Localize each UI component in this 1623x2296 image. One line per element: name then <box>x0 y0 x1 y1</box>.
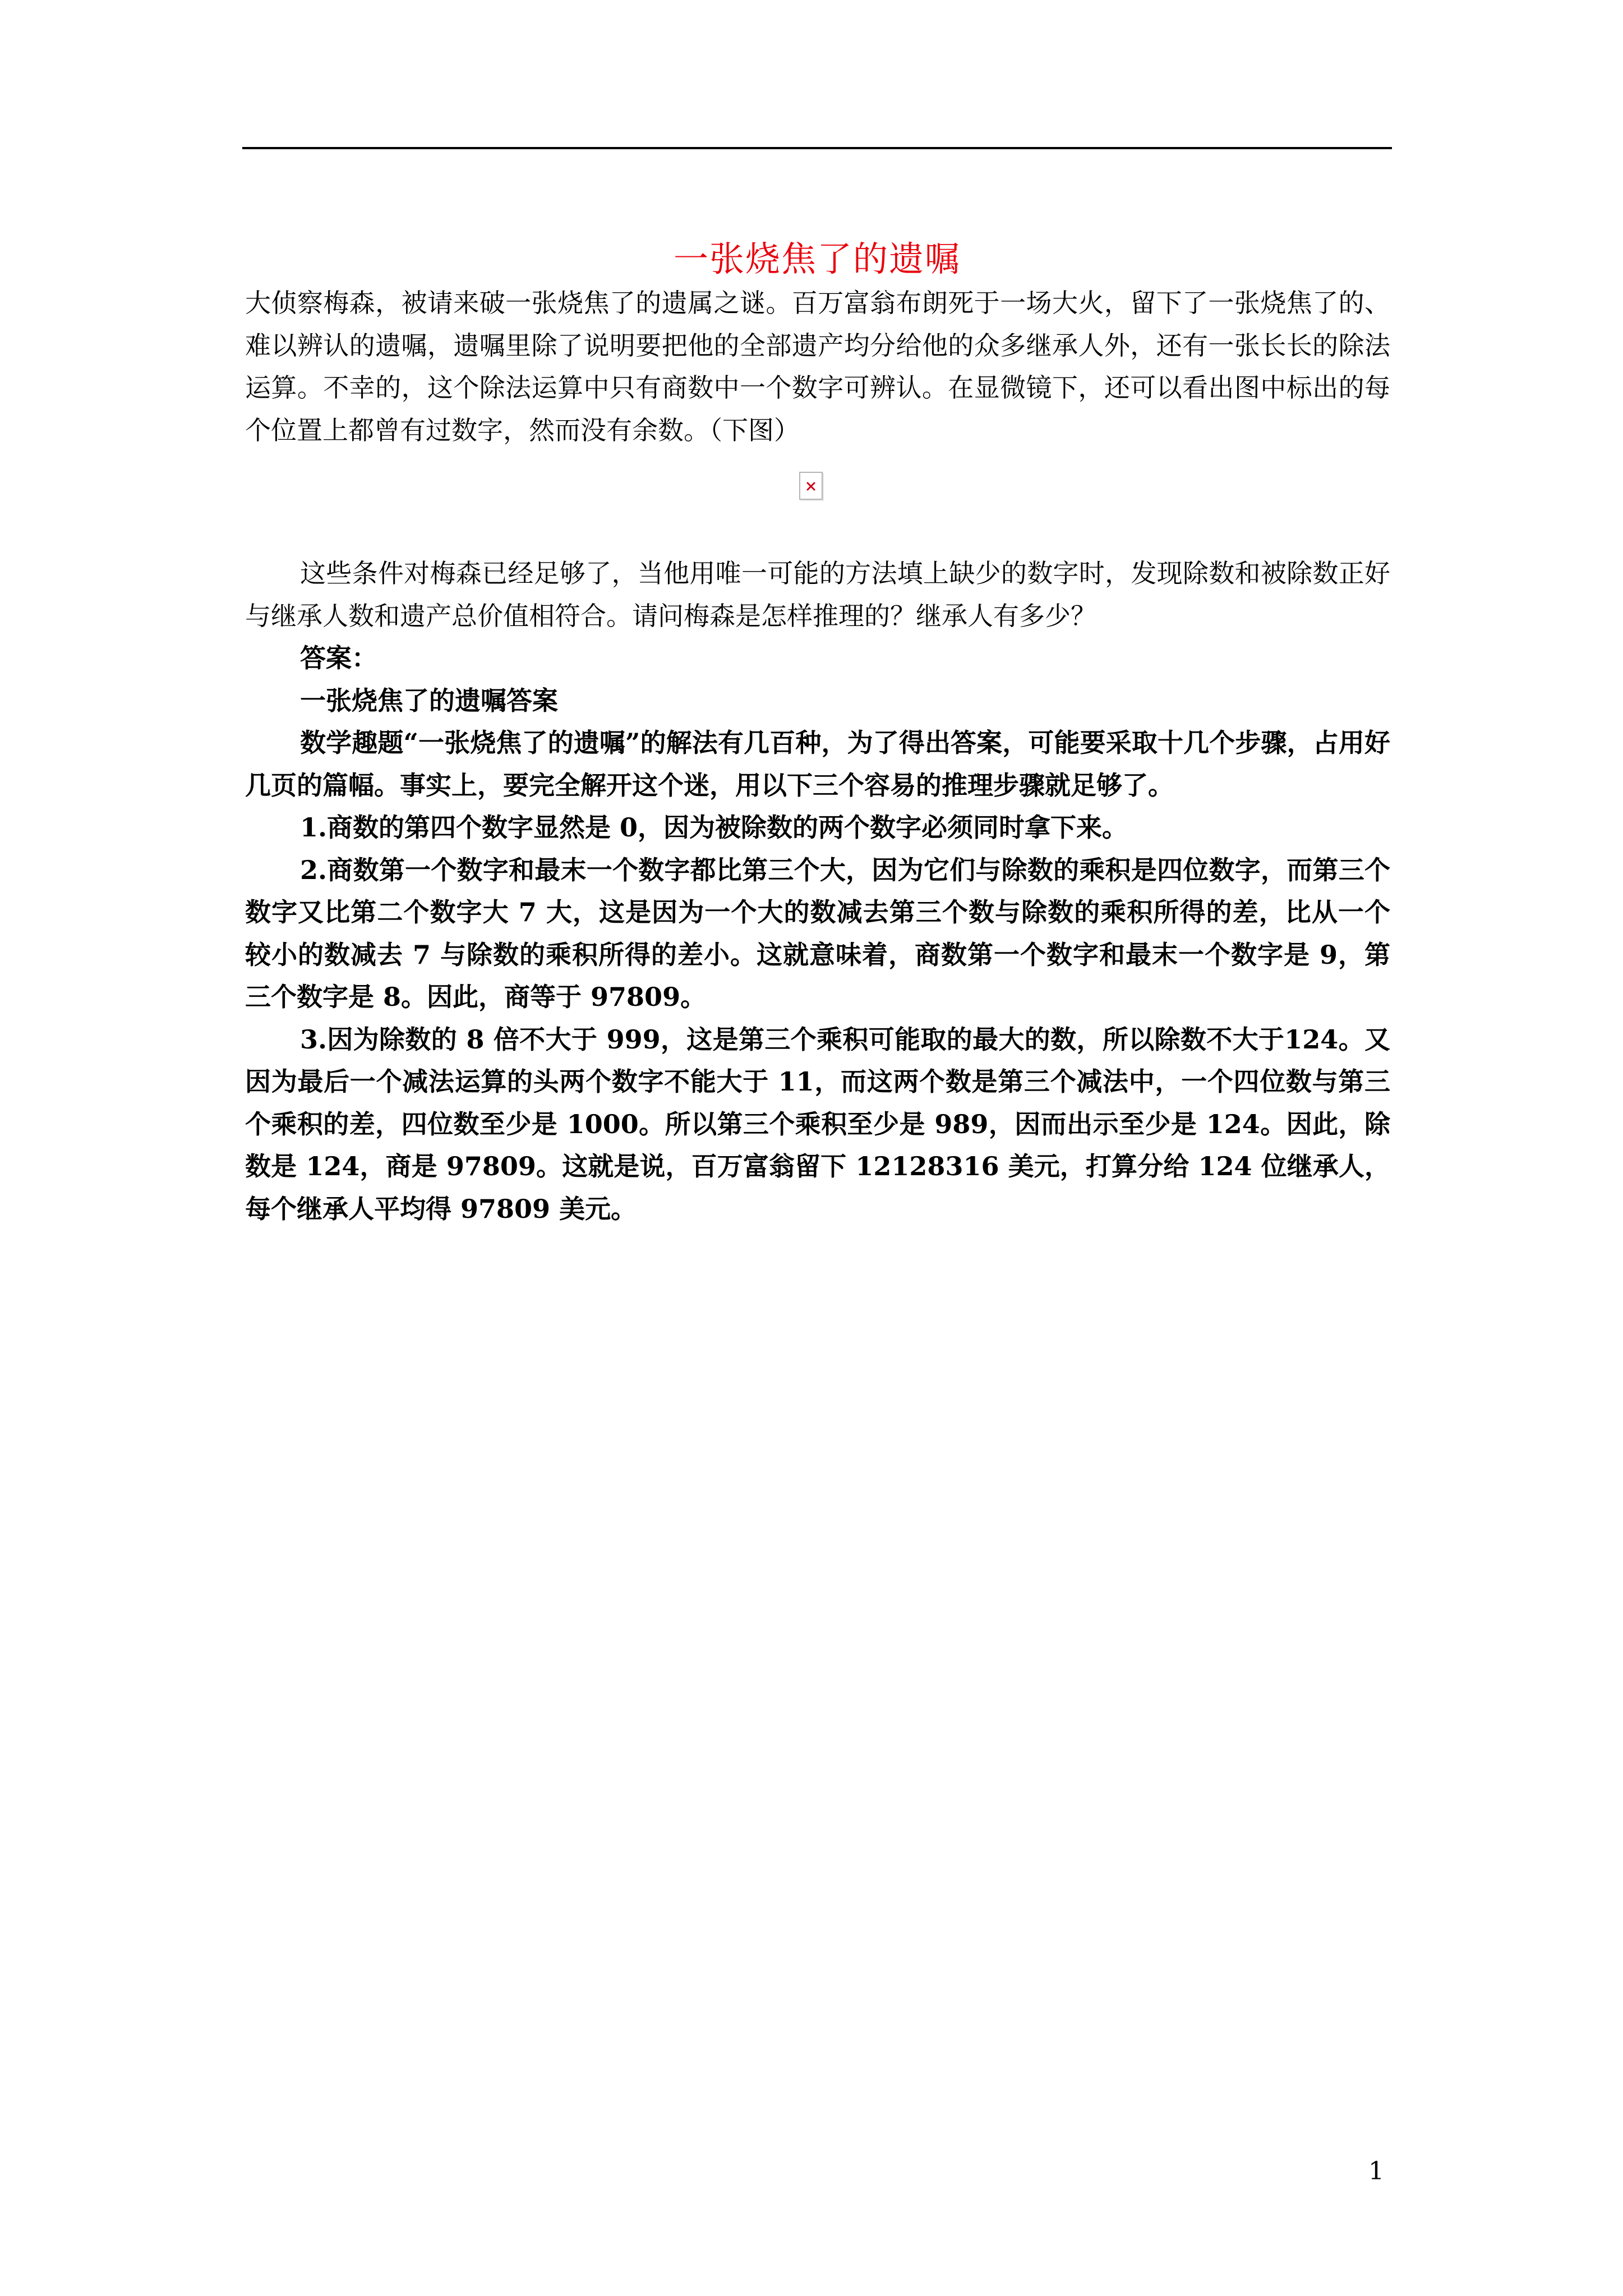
answer-label: 答案： <box>300 643 377 673</box>
document-title: 一张烧焦了的遗嘱 <box>673 238 961 279</box>
intro-paragraph: 大侦察梅森，被请来破一张烧焦了的遗属之谜。百万富翁布朗死于一场大火，留下了一张烧焦了的、难以辨认的遗嘱，遗嘱里除了说明要把他的全部遗产均分给他的众多继承人外，还有一张长长的除法运算。不幸的，这个除法运算中只有商数中一个数字可辨认。在显微镜下，还可以看出图中标出的每个位置上都曾有过数字，然而没有余数。（下图） <box>245 288 1390 445</box>
step-paragraph-1: 1.商数的第四个数字显然是 0，因为被除数的两个数字必须同时拿下来。 <box>300 812 1128 843</box>
answer-title: 一张烧焦了的遗嘱答案 <box>300 685 558 716</box>
broken-image-icon <box>799 472 823 500</box>
step-paragraph-3: 3.因为除数的 8 倍不大于 999，这是第三个乘积可能取的最大的数，所以除数不大于124。又因为最后一个减法运算的头两个数字不能大于 11，而这两个数是第三个减法中，一个四位数与第三个乘积的差，四位数至少是 1000。所以第三个乘积至少是 989，因而出示至少是 124。因此，除数是 124，商是 97809。这就是说，百万富翁留下 12128316 美元，打算分给 124 位继承人，每个继承人平均得 97809 美元。 <box>245 1024 1390 1224</box>
answer-intro-paragraph: 数学趣题“一张烧焦了的遗嘱”的解法有几百种，为了得出答案，可能要采取十几个步骤，占用好几页的篇幅。事实上，要完全解开这个迷，用以下三个容易的推理步骤就足够了。 <box>245 728 1390 800</box>
document-body <box>245 282 1390 1230</box>
page-number: 1 <box>1368 2157 1384 2185</box>
header-rule <box>242 147 1392 149</box>
step-paragraph-2: 2.商数第一个数字和最末一个数字都比第三个大，因为它们与除数的乘积是四位数字，而第三个数字又比第二个数字大 7 大，这是因为一个大的数减去第三个数与除数的乘积所得的差，比从一个较小的数减去 7 与除数的乘积所得的差小。这就意味着，商数第一个数字和最末一个数字是 9，第三个数字是 8。因此，商等于 97809。 <box>245 854 1390 1012</box>
figure-placeholder <box>245 452 1390 553</box>
question-paragraph: 这些条件对梅森已经足够了，当他用唯一可能的方法填上缺少的数字时，发现除数和被除数正好与继承人数和遗产总价值相符合。请问梅森是怎样推理的？继承人有多少？ <box>245 558 1390 631</box>
